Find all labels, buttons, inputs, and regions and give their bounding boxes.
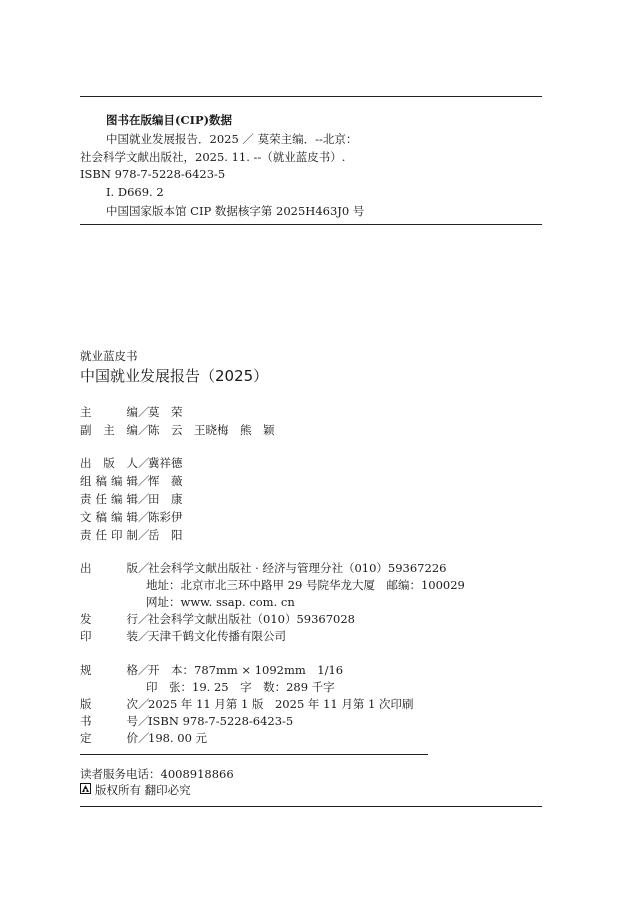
staff-label: 组稿编辑 [80, 474, 138, 488]
edition-value: 2025 年 11 月第 1 版 2025 年 11 月第 1 次印刷 [148, 697, 414, 711]
series-name: 就业蓝皮书 [80, 349, 138, 363]
staff-row-publisher: 出版人／冀祥德 [80, 456, 183, 470]
specs-divider [80, 754, 428, 755]
format-value: 开 本：787mm × 1092mm 1/16 [148, 663, 344, 677]
credit-row-deputy-editor: 副主编／陈 云 王晓梅 熊 颖 [80, 423, 275, 437]
isbn-label: 书 号 [80, 714, 138, 728]
staff-value: 恽 薇 [148, 474, 183, 488]
staff-row-responsible-editor: 责任编辑／田 康 [80, 492, 183, 506]
publisher-address: 地址：北京市北三环中路甲 29 号院华龙大厦 邮编：100029 [146, 578, 465, 592]
staff-row-print-supervisor: 责任印制／岳 阳 [80, 528, 183, 542]
staff-value: 田 康 [148, 492, 183, 506]
staff-value: 陈彩伊 [148, 510, 183, 524]
price-label: 定 价 [80, 731, 138, 745]
ssap-logo-icon [80, 783, 91, 794]
credit-value: 陈 云 王晓梅 熊 颖 [148, 423, 275, 437]
cip-line-isbn: ISBN 978-7-5228-6423-5 [80, 167, 226, 181]
cip-line-1: 中国就业发展报告．2025 ／ 莫荣主编．--北京： [106, 132, 358, 146]
cip-bottom-rule [80, 224, 542, 225]
cip-line-record: 中国国家版本馆 CIP 数据核字第 2025H463J0 号 [106, 204, 365, 218]
credit-label: 主 编 [80, 405, 138, 419]
distributor-label: 发 行 [80, 612, 138, 626]
printer-value: 天津千鹤文化传播有限公司 [148, 629, 286, 643]
staff-label: 出版人 [80, 456, 138, 470]
cip-top-rule [80, 96, 542, 97]
sheets-info: 印 张：19. 25 字 数：289 千字 [146, 680, 335, 694]
staff-label: 责任编辑 [80, 492, 138, 506]
cip-title: 图书在版编目(CIP)数据 [106, 113, 233, 127]
format-row: 规 格／开 本：787mm × 1092mm 1/16 [80, 663, 344, 677]
staff-value: 冀祥德 [148, 456, 183, 470]
footer-bottom-rule [80, 806, 542, 807]
staff-row-acquisition: 组稿编辑／恽 薇 [80, 474, 183, 488]
distributor-row: 发 行／社会科学文献出版社（010）59367028 [80, 612, 355, 626]
edition-row: 版 次／2025 年 11 月第 1 版 2025 年 11 月第 1 次印刷 [80, 697, 414, 711]
credit-value: 莫 荣 [148, 405, 183, 419]
price-value: 198. 00 元 [148, 731, 208, 745]
publisher-website: 网址：www. ssap. com. cn [146, 595, 295, 609]
credit-label: 副主编 [80, 423, 138, 437]
staff-value: 岳 阳 [148, 528, 183, 542]
price-row: 定 价／198. 00 元 [80, 731, 208, 745]
publisher-label: 出 版 [80, 561, 138, 575]
cip-line-2: 社会科学文献出版社，2025. 11. --（就业蓝皮书）. [80, 150, 346, 164]
publisher-value: 社会科学文献出版社 · 经济与管理分社（010）59367226 [148, 561, 447, 575]
staff-label: 文稿编辑 [80, 510, 138, 524]
copyright-notice: 版权所有 翻印必究 [95, 783, 191, 797]
publisher-row: 出 版／社会科学文献出版社 · 经济与管理分社（010）59367226 [80, 561, 447, 575]
distributor-value: 社会科学文献出版社（010）59367028 [148, 612, 355, 626]
cip-line-classification: Ⅰ. D669. 2 [106, 185, 164, 199]
book-title: 中国就业发展报告（2025） [80, 367, 269, 385]
format-label: 规 格 [80, 663, 138, 677]
printer-label: 印 装 [80, 629, 138, 643]
staff-label: 责任印制 [80, 528, 138, 542]
isbn-row: 书 号／ISBN 978-7-5228-6423-5 [80, 714, 294, 728]
reader-service-phone: 读者服务电话：4008918866 [80, 767, 234, 781]
edition-label: 版 次 [80, 697, 138, 711]
printer-row: 印 装／天津千鹤文化传播有限公司 [80, 629, 286, 643]
staff-row-copy-editor: 文稿编辑／陈彩伊 [80, 510, 183, 524]
isbn-value: ISBN 978-7-5228-6423-5 [148, 714, 294, 728]
credit-row-editor: 主 编／莫 荣 [80, 405, 183, 419]
